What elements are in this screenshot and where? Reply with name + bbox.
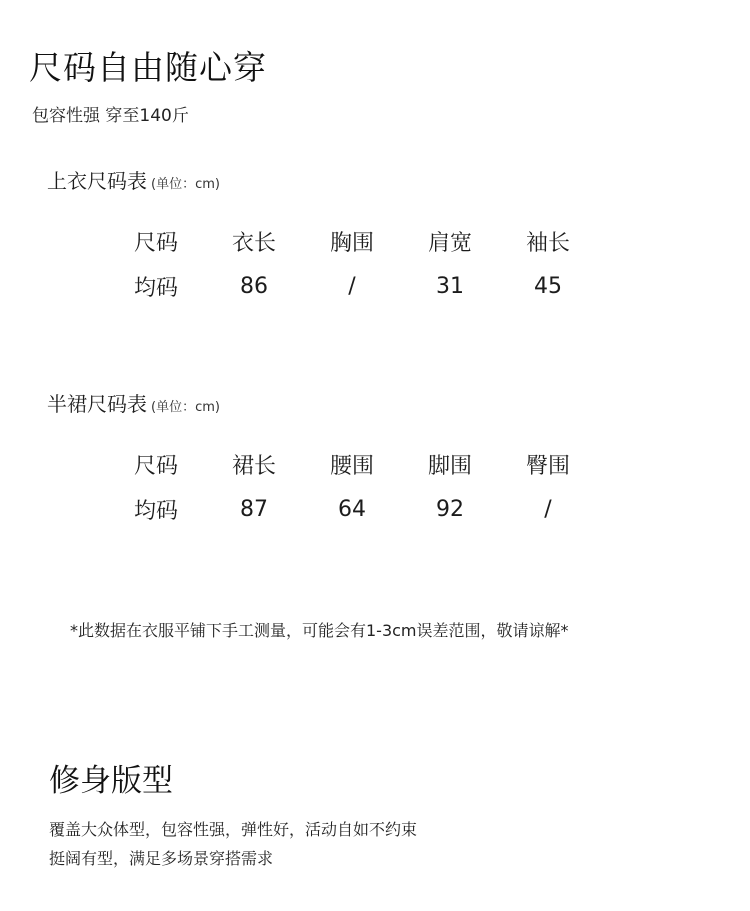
table-cell: 86 bbox=[240, 273, 268, 299]
table-header-row bbox=[107, 442, 597, 486]
page-subtitle: 包容性强 穿至140斤 bbox=[32, 106, 189, 126]
table-cell: / bbox=[544, 496, 552, 522]
table-header-cell: 袖长 bbox=[525, 230, 570, 256]
table-cell: 45 bbox=[534, 273, 562, 299]
top-size-chart-title bbox=[47, 167, 220, 199]
table-row bbox=[107, 486, 597, 532]
table-header-cell: 衣长 bbox=[231, 230, 276, 256]
skirt-size-table bbox=[107, 442, 597, 532]
table-cell: 87 bbox=[240, 496, 268, 522]
table-header-cell: 胸围 bbox=[329, 230, 374, 256]
table-header-cell: 裙长 bbox=[231, 453, 276, 479]
page-title: 尺码自由随心穿 bbox=[29, 48, 267, 87]
table-header-cell: 尺码 bbox=[133, 453, 178, 479]
table-header-cell: 脚围 bbox=[427, 453, 472, 479]
measurement-note: *此数据在衣服平铺下手工测量，可能会有1-3cm误差范围，敬请谅解* bbox=[70, 621, 569, 640]
table-cell: 31 bbox=[436, 273, 464, 299]
table-header-cell: 肩宽 bbox=[427, 230, 472, 256]
table-row bbox=[107, 263, 597, 309]
fit-title: 修身版型 bbox=[49, 763, 173, 799]
table-cell: 均码 bbox=[133, 498, 178, 524]
skirt-size-chart-title bbox=[47, 390, 220, 422]
table-header-cell: 腰围 bbox=[329, 453, 374, 479]
fit-description-line: 挺阔有型，满足多场景穿搭需求 bbox=[49, 849, 274, 868]
top-size-chart-title-text: 上衣尺码表 bbox=[47, 169, 147, 193]
table-cell: 均码 bbox=[133, 275, 178, 301]
table-cell: 64 bbox=[338, 496, 366, 522]
table-header-cell: 尺码 bbox=[133, 230, 178, 256]
skirt-size-chart-title-text: 半裙尺码表 bbox=[47, 392, 147, 416]
table-cell: / bbox=[348, 273, 356, 299]
fit-description-line: 覆盖大众体型，包容性强，弹性好，活动自如不约束 bbox=[49, 820, 418, 839]
top-size-chart-unit: (单位：cm) bbox=[151, 177, 220, 192]
top-size-table bbox=[107, 219, 597, 309]
skirt-size-chart-unit: (单位：cm) bbox=[151, 400, 220, 415]
table-header-cell: 臀围 bbox=[525, 453, 570, 479]
table-cell: 92 bbox=[436, 496, 464, 522]
table-header-row bbox=[107, 219, 597, 263]
